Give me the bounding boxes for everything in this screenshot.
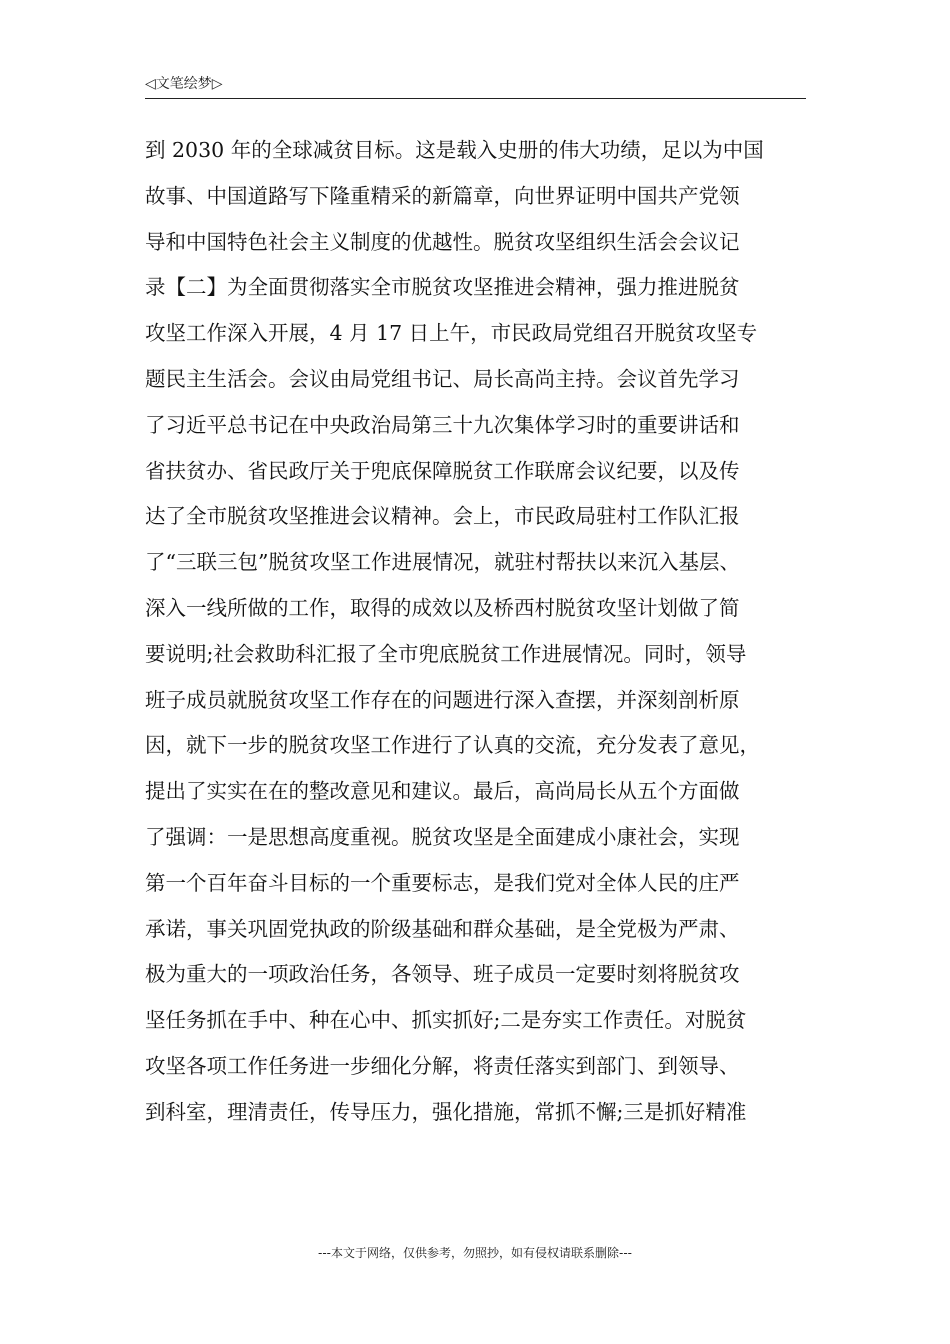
page-footer: ---本文于网络，仅供参考，勿照抄，如有侵权请联系删除--- xyxy=(318,1246,632,1260)
header-title: ◁文笔绘梦▷ xyxy=(145,76,223,92)
body-line: 到 2030 年的全球减贫目标。这是载入史册的伟大功绩，足以为中国 xyxy=(145,138,764,162)
body-line: 深入一线所做的工作，取得的成效以及桥西村脱贫攻坚计划做了简 xyxy=(145,595,740,620)
page-header xyxy=(145,74,806,99)
body-line: 题民主生活会。会议由局党组书记、局长高尚主持。会议首先学习 xyxy=(145,366,740,391)
body-line: 了强调：一是思想高度重视。脱贫攻坚是全面建成小康社会，实现 xyxy=(145,824,740,849)
body-line: 了“三联三包”脱贫攻坚工作进展情况，就驻村帮扶以来沉入基层、 xyxy=(145,550,740,575)
body-line: 故事、中国道路写下隆重精采的新篇章，向世界证明中国共产党领 xyxy=(145,183,740,208)
body-line: 要说明;社会救助科汇报了全市兜底脱贫工作进展情况。同时，领导 xyxy=(145,641,747,666)
body-line: 录【二】为全面贯彻落实全市脱贫攻坚推进会精神，强力推进脱贫 xyxy=(145,275,740,300)
body-line: 提出了实实在在的整改意见和建议。最后，高尚局长从五个方面做 xyxy=(145,779,740,804)
body-line: 第一个百年奋斗目标的一个重要标志，是我们党对全体人民的庄严 xyxy=(145,870,740,895)
body-line: 班子成员就脱贫攻坚工作存在的问题进行深入查摆，并深刻剖析原 xyxy=(145,687,740,712)
body-line: 导和中国特色社会主义制度的优越性。脱贫攻坚组织生活会会议记 xyxy=(145,229,740,254)
body-line: 攻坚各项工作任务进一步细化分解，将责任落实到部门、到领导、 xyxy=(145,1053,740,1078)
body-line: 坚任务抓在手中、种在心中、抓实抓好;二是夯实工作责任。对脱贫 xyxy=(145,1008,747,1033)
body-line: 攻坚工作深入开展，4 月 17 日上午，市民政局党组召开脱贫攻坚专 xyxy=(145,321,758,346)
body-line: 因，就下一步的脱贫攻坚工作进行了认真的交流，充分发表了意见， xyxy=(145,733,760,758)
body-line: 承诺，事关巩固党执政的阶级基础和群众基础，是全党极为严肃、 xyxy=(145,916,740,941)
body-line: 省扶贫办、省民政厅关于兜底保障脱贫工作联席会议纪要，以及传 xyxy=(145,458,740,483)
body-line: 了习近平总书记在中央政治局第三十九次集体学习时的重要讲话和 xyxy=(145,412,740,437)
body-line: 达了全市脱贫攻坚推进会议精神。会上，市民政局驻村工作队汇报 xyxy=(145,504,740,529)
body-line: 到科室，理清责任，传导压力，强化措施，常抓不懈;三是抓好精准 xyxy=(145,1099,747,1124)
body-line: 极为重大的一项政治任务，各领导、班子成员一定要时刻将脱贫攻 xyxy=(145,962,740,987)
document-body xyxy=(145,128,810,1136)
